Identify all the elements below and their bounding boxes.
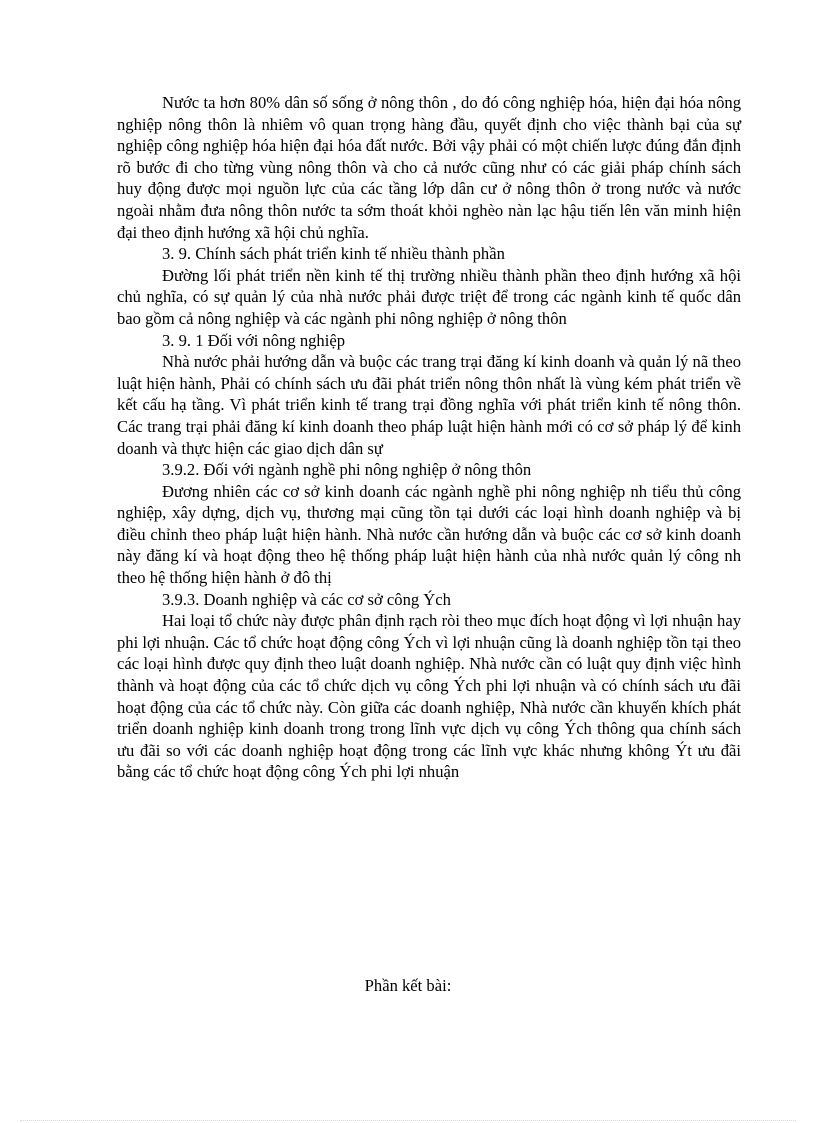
paragraph-3-9-1: Nhà nước phải hướng dẫn và buộc các trang trại đăng kí kinh doanh và quản lý nã theo luật hiện hành, Phải có chính sách ưu đãi phát triển nông thôn nhất là vùng kém phát triển về kết cấu hạ tầng. Vì phát triển kinh tế trang trại đồng nghĩa với phát triển kinh tế nông thôn. Các trang trại phải đăng kí kinh doanh theo pháp luật hiện hành mới có cơ sở pháp lý để kinh doanh và thực hiện các giao dịch dân sự (117, 352, 741, 458)
page-bottom-divider (20, 1120, 796, 1121)
section-heading-3-9: 3. 9. Chính sách phát triển kinh tế nhiều thành phần (162, 244, 505, 264)
paragraph-3-9: Đường lối phát triển nền kinh tế thị trường nhiều thành phần theo định hướng xã hội chủ nghĩa, có sự quản lý của nhà nước phải được triệt để trong các ngành kinh tế quốc dân bao gồm cả nông nghiệp và các ngành phi nông nghiệp ở nông thôn (117, 265, 741, 328)
paragraph-intro: Nước ta hơn 80% dân số sống ở nông thôn , do đó công nghiệp hóa, hiện đại hóa nông nghiệp nông thôn là nhiêm vô quan trọng hàng đầu, quyết định cho việc thành bại của sự nghiệp công nghiệp hóa hiện đại hóa đất nước. Bởi vậy phải có một chiến lược đúng đắn định rõ bước đi cho từng vùng nông thôn và cho cả nước cũng như có các giải pháp chính sách huy động được mọi nguồn lực của các tầng lớp dân cư ở nông thôn ở trong nước và nước ngoài nhằm đưa nông thôn nước ta sớm thoát khỏi nghèo nàn lạc hậu tiến lên văn minh hiện đại theo định hướng xã hội chủ nghĩa. (117, 93, 741, 242)
paragraph-3-9-2: Đương nhiên các cơ sở kinh doanh các ngành nghề phi nông nghiệp nh tiểu thủ công nghiệp, xây dựng, dịch vụ, thương mại cũng tồn tại dưới các loại hình doanh nghiệp và bị điều chỉnh theo pháp luật hiện hành. Nhà nước cần hướng dẫn và buộc các cơ sở kinh doanh này đăng kí và hoạt động theo hệ thống pháp luật hiện hành của nhà nước quản lý công nh theo hệ thống hiện hành ở đô thị (117, 481, 741, 588)
section-heading-3-9-3: 3.9.3. Doanh nghiệp và các cơ sở công Ých (162, 589, 451, 609)
section-heading-3-9-2: 3.9.2. Đối với ngành nghề phi nông nghiệp ở nông thôn (162, 460, 532, 480)
closing-heading: Phần kết bài: (364, 976, 452, 995)
paragraph-3-9-3: Hai loại tổ chức này được phân định rạch ròi theo mục đích hoạt động vì lợi nhuận hay phi lợi nhuận. Các tổ chức hoạt động công Ých vì lợi nhuận cũng là doanh nghiệp tồn tại theo các loại hình được quy định theo luật doanh nghiệp. Nhà nước cần có luật quy định việc hình thành và hoạt động của các tổ chức dịch vụ công Ých phi lợi nhuận và có chính sách ưu đãi hoạt động của các tổ chức này. Còn giữa các doanh nghiệp, Nhà nước cần khuyến khích phát triển doanh nghiệp kinh doanh trong trong lĩnh vực dịch vụ công Ých thông qua chính sách ưu đãi so với các doanh nghiệp hoạt động trong các lĩnh vực khác nhưng không Ýt ưu đãi bằng các tổ chức hoạt động công Ých phi lợi nhuận (117, 611, 741, 782)
section-heading-3-9-1: 3. 9. 1 Đối với nông nghiệp (162, 330, 346, 350)
document-body (117, 92, 741, 783)
